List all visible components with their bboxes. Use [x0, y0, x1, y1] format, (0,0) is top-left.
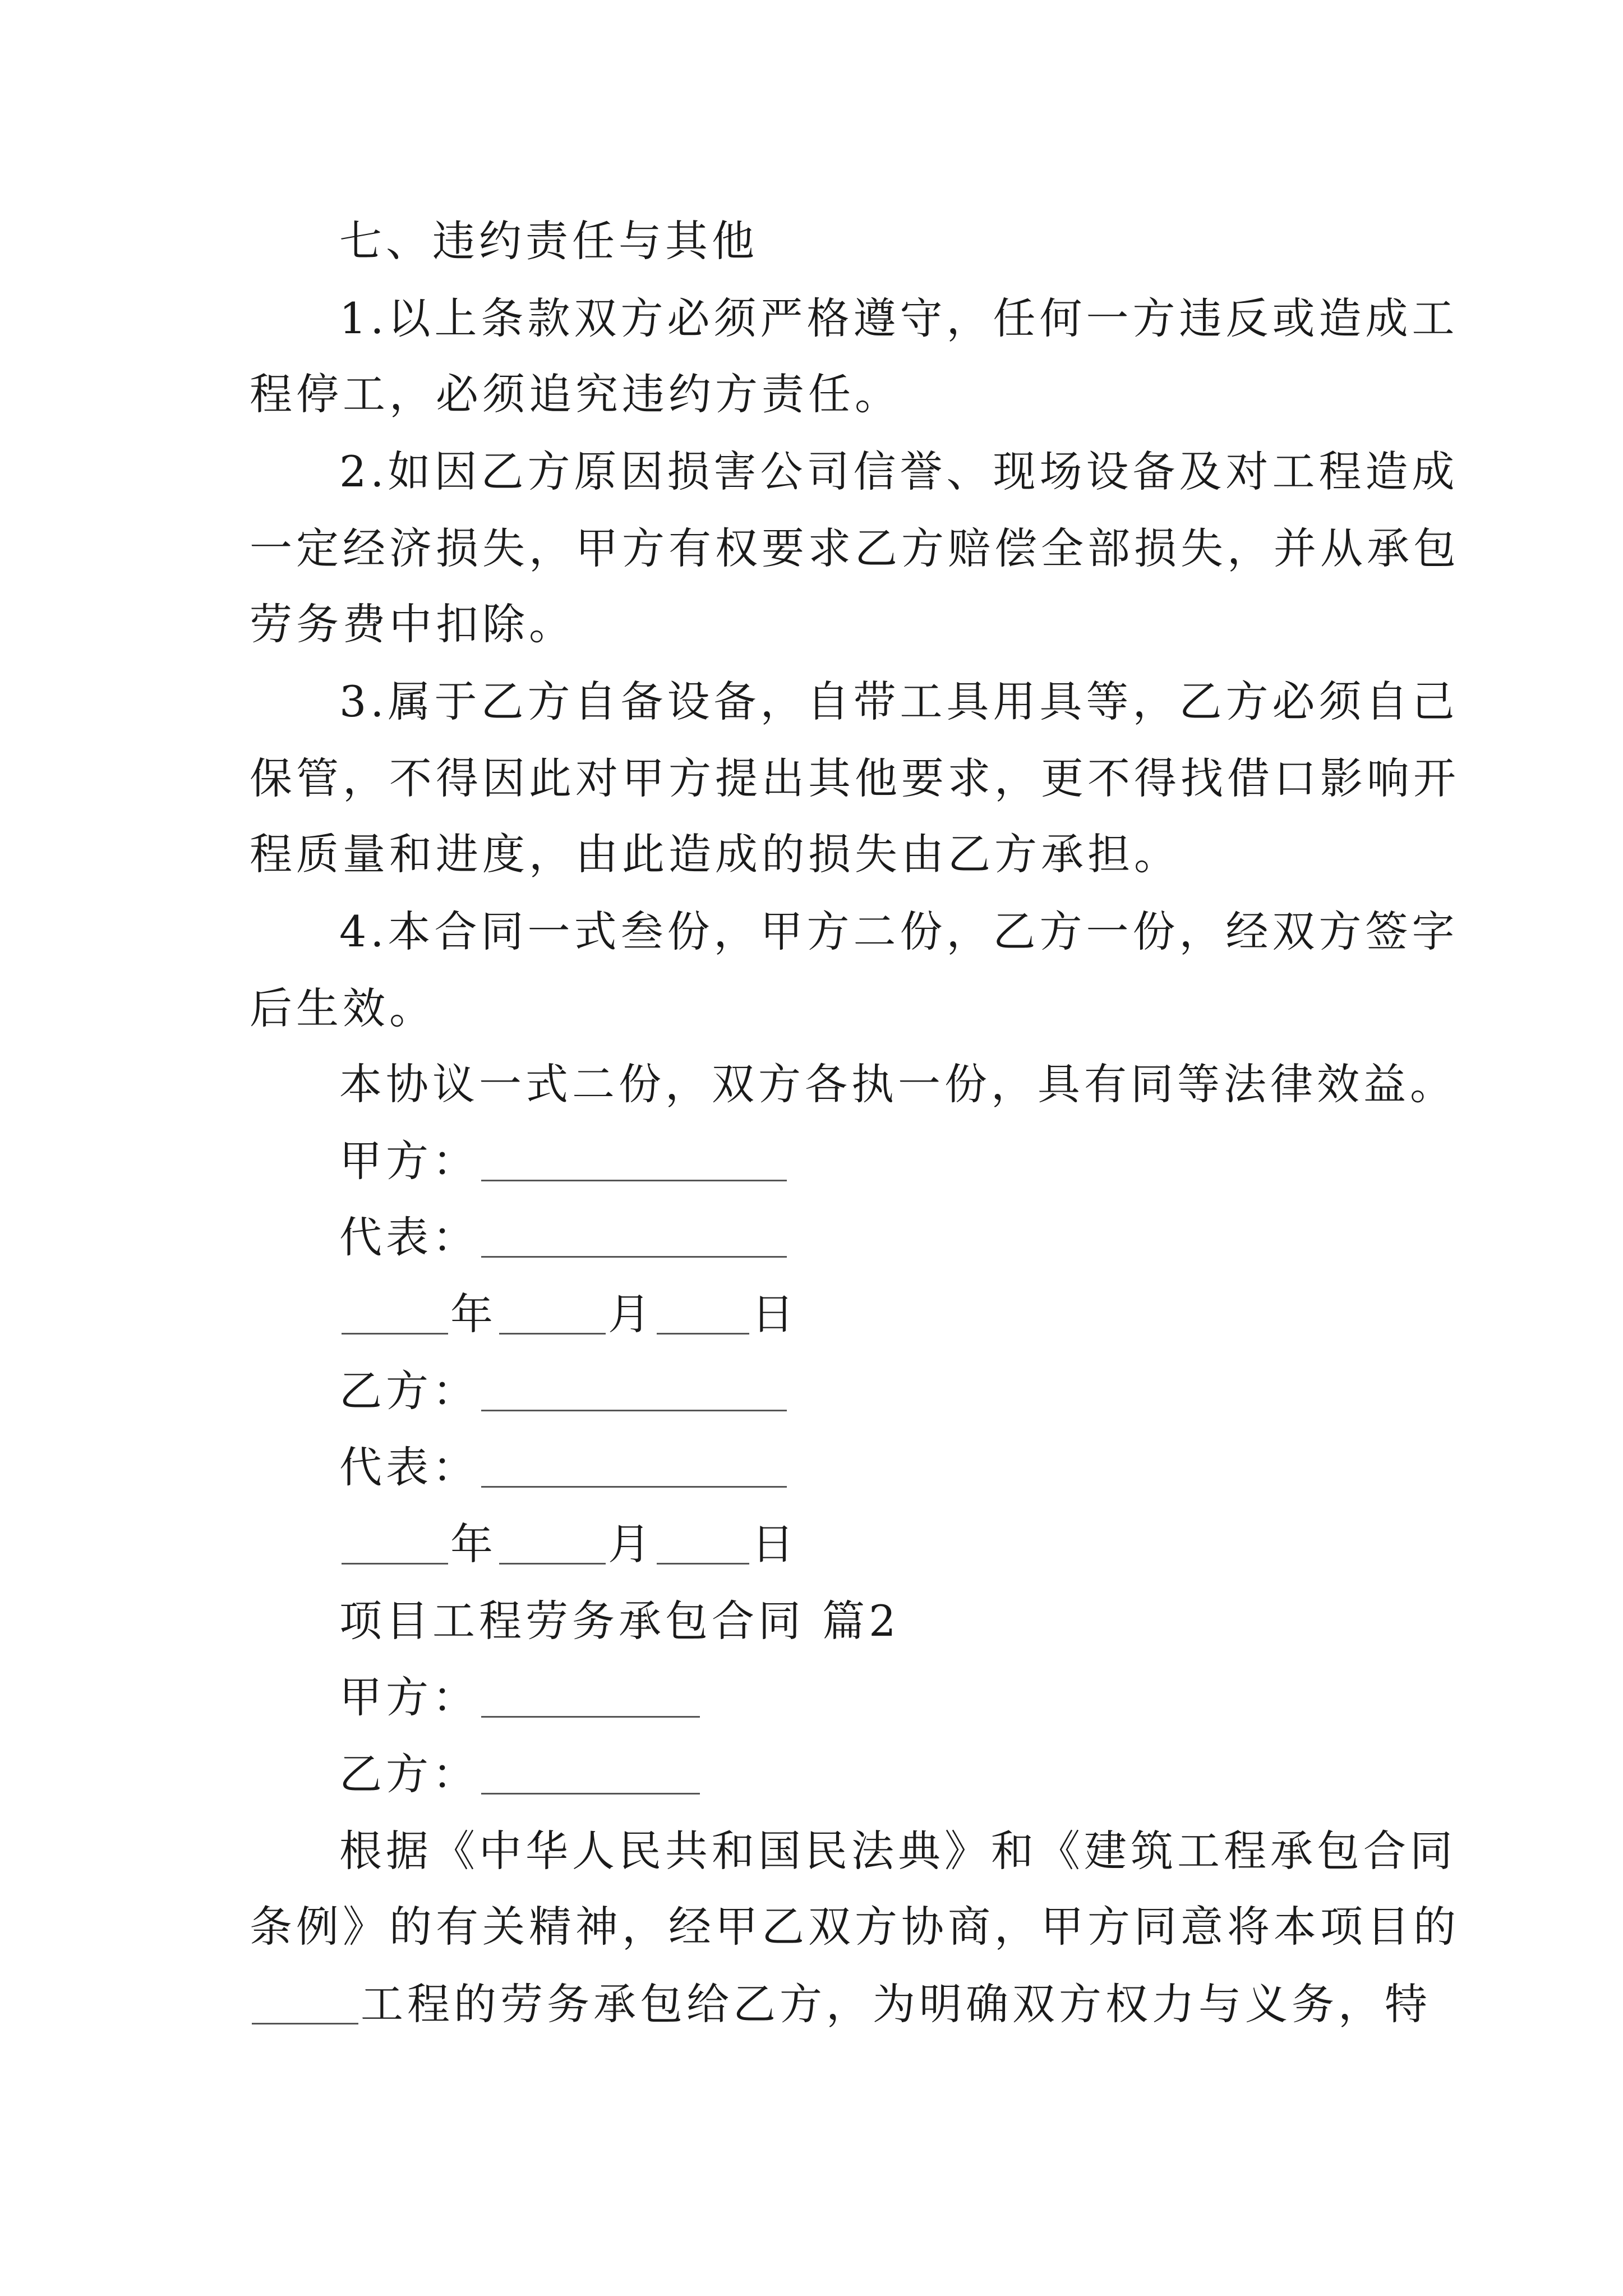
year-label: 年: [450, 1289, 497, 1339]
representative-blank: [481, 1256, 787, 1258]
party-a-label: 甲方：: [339, 1672, 479, 1722]
representative-label: 代表：: [339, 1212, 479, 1262]
clause-4-line-1: 4.本合同一式叁份，甲方二份，乙方一份，经双方签字: [339, 907, 1459, 956]
clause-1-line-1: 1.以上条款双方必须严格遵守，任何一方违反或造成工: [339, 293, 1459, 343]
representative-blank: [481, 1486, 787, 1488]
month-label: 月: [608, 1289, 654, 1339]
month-blank: [499, 1563, 606, 1565]
clause-3-line-1: 3.属于乙方自备设备，自带工具用具等，乙方必须自己: [339, 677, 1459, 726]
party-b-blank: [481, 1410, 787, 1411]
intro-line-1: 根据《中华人民共和国民法典》和《建筑工程承包合同: [339, 1826, 1456, 1876]
month-blank: [499, 1333, 606, 1335]
clause-2-line-3: 劳务费中扣除。: [250, 599, 575, 649]
party-a-date-line: [339, 1289, 798, 1339]
clause-1-line-2: 程停工，必须追究违约方责任。: [250, 369, 901, 419]
party-b-representative-line: [339, 1442, 789, 1492]
contract-2-party-b-line: [339, 1749, 702, 1799]
clause-2-line-1: 2.如因乙方原因损害公司信誉、现场设备及对工程造成: [339, 447, 1459, 496]
party-b-label: 乙方：: [339, 1749, 479, 1799]
intro-line-3: [250, 1979, 1431, 2029]
party-b-blank: [481, 1793, 700, 1795]
intro-line-2: 条例》的有关精神，经甲乙双方协商，甲方同意将本项目的: [250, 1902, 1460, 1952]
party-a-signature-line: [339, 1136, 789, 1186]
clause-2-line-2: 一定经济损失，甲方有权要求乙方赔偿全部损失，并从承包: [250, 523, 1460, 573]
clause-3-line-2: 保管，不得因此对甲方提出其他要求，更不得找借口影响开: [250, 753, 1460, 803]
party-b-date-line: [339, 1519, 798, 1569]
day-blank: [657, 1333, 749, 1335]
day-label: 日: [751, 1289, 798, 1339]
year-blank: [342, 1563, 448, 1565]
clause-3-line-3: 程质量和进度，由此造成的损失由乙方承担。: [250, 829, 1181, 879]
year-label: 年: [450, 1519, 497, 1569]
party-a-blank: [481, 1180, 787, 1181]
section-heading: 七、违约责任与其他: [339, 216, 758, 266]
intro-line-3-text: 工程的劳务承包给乙方，为明确双方权力与义务，特: [361, 1979, 1431, 2029]
project-name-blank: [252, 2023, 358, 2024]
party-b-signature-line: [339, 1366, 789, 1416]
party-b-label: 乙方：: [339, 1366, 479, 1416]
party-a-label: 甲方：: [339, 1136, 479, 1186]
contract-2-title: 项目工程劳务承包合同 篇2: [339, 1596, 900, 1646]
party-a-representative-line: [339, 1212, 789, 1262]
day-blank: [657, 1563, 749, 1565]
representative-label: 代表：: [339, 1442, 479, 1492]
day-label: 日: [751, 1519, 798, 1569]
agreement-copies-text: 本协议一式二份，双方各执一份，具有同等法律效益。: [339, 1059, 1456, 1109]
contract-2-party-a-line: [339, 1672, 702, 1722]
month-label: 月: [608, 1519, 654, 1569]
year-blank: [342, 1333, 448, 1335]
party-a-blank: [481, 1716, 700, 1718]
clause-4-line-2: 后生效。: [250, 983, 436, 1033]
